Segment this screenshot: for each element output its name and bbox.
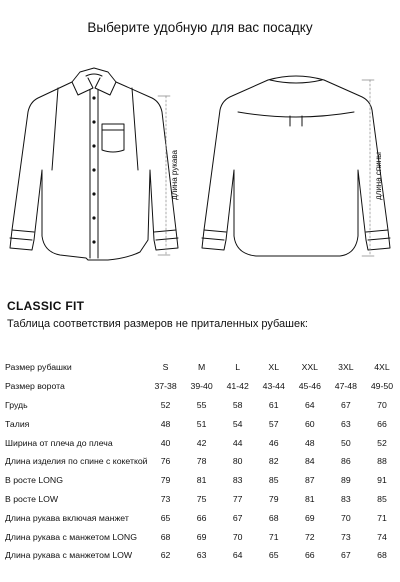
row-label: Грудь <box>5 399 28 410</box>
table-cell: 82 <box>268 456 279 467</box>
table-cell: 68 <box>268 512 279 523</box>
table-cell: 76 <box>160 456 171 467</box>
table-row <box>0 433 400 452</box>
row-label: Длина рукава включая манжет <box>5 512 129 523</box>
front-length-label: длина рукава <box>170 150 179 200</box>
shirt-illustration <box>0 50 400 280</box>
table-cell: 85 <box>268 475 279 486</box>
row-label: Талия <box>5 418 30 429</box>
page-title: Выберите удобную для вас посадку <box>87 20 313 35</box>
front-buttons <box>92 96 95 243</box>
table-cell: 61 <box>268 399 279 410</box>
table-cell: 48 <box>160 418 171 429</box>
shirt-diagram <box>0 50 400 280</box>
table-cell: 63 <box>341 418 351 429</box>
table-cell: 87 <box>304 475 315 486</box>
row-label: В росте LOW <box>5 493 59 504</box>
size-table-header-label: Размер рубашки <box>5 362 72 373</box>
table-cell: 39-40 <box>190 381 213 392</box>
size-column-header: L <box>235 362 241 373</box>
table-cell: 81 <box>196 475 207 486</box>
table-cell: 44 <box>232 437 243 448</box>
table-cell: 54 <box>232 418 243 429</box>
table-cell: 46 <box>268 437 279 448</box>
table-cell: 57 <box>268 418 279 429</box>
table-cell: 71 <box>268 531 279 542</box>
table-cell: 71 <box>377 512 387 523</box>
table-cell: 69 <box>304 512 315 523</box>
table-cell: 74 <box>377 531 387 542</box>
size-column-header: S <box>162 362 169 373</box>
fit-title: CLASSIC FIT <box>7 299 85 313</box>
row-label: Длина изделия по спине с кокеткой <box>5 456 148 467</box>
table-cell: 62 <box>160 550 171 561</box>
table-cell: 47-48 <box>334 381 357 392</box>
table-cell: 77 <box>232 493 243 504</box>
table-cell: 70 <box>377 399 387 410</box>
row-label: В росте LONG <box>5 475 63 486</box>
table-cell: 42 <box>196 437 207 448</box>
table-row <box>0 471 400 490</box>
table-cell: 37-38 <box>154 381 177 392</box>
back-length-dimension <box>362 80 374 256</box>
table-cell: 73 <box>341 531 351 542</box>
size-table-body <box>0 377 400 565</box>
table-cell: 41-42 <box>226 381 249 392</box>
table-cell: 67 <box>341 550 351 561</box>
table-cell: 64 <box>304 399 315 410</box>
table-cell: 60 <box>304 418 315 429</box>
table-cell: 52 <box>160 399 171 410</box>
table-row <box>0 527 400 546</box>
table-cell: 79 <box>160 475 171 486</box>
row-label: Длина рукава с манжетом LOW <box>5 550 133 561</box>
table-cell: 68 <box>377 550 387 561</box>
size-table-header-row <box>0 358 400 377</box>
table-cell: 70 <box>232 531 243 542</box>
table-cell: 80 <box>232 456 243 467</box>
table-cell: 50 <box>341 437 351 448</box>
back-shirt <box>202 76 390 256</box>
table-cell: 58 <box>232 399 243 410</box>
size-column-header: XL <box>268 362 280 373</box>
table-cell: 43-44 <box>262 381 285 392</box>
table-row <box>0 546 400 565</box>
table-cell: 91 <box>377 475 387 486</box>
table-cell: 45-46 <box>298 381 321 392</box>
table-cell: 89 <box>341 475 351 486</box>
table-cell: 83 <box>232 475 243 486</box>
size-column-header: 4XL <box>374 362 390 373</box>
table-cell: 49-50 <box>370 381 394 392</box>
table-cell: 66 <box>304 550 315 561</box>
back-length-label: длина спины <box>374 152 383 200</box>
table-cell: 48 <box>304 437 315 448</box>
table-cell: 88 <box>377 456 387 467</box>
size-column-header: 3XL <box>338 362 354 373</box>
table-cell: 66 <box>377 418 387 429</box>
table-cell: 84 <box>304 456 315 467</box>
table-cell: 81 <box>304 493 315 504</box>
table-cell: 86 <box>341 456 351 467</box>
table-cell: 68 <box>160 531 171 542</box>
table-row <box>0 414 400 433</box>
table-cell: 64 <box>232 550 243 561</box>
size-column-header: XXL <box>301 362 319 373</box>
size-column-header: M <box>198 362 206 373</box>
table-row <box>0 508 400 527</box>
table-cell: 67 <box>232 512 243 523</box>
table-row <box>0 377 400 396</box>
row-label: Длина рукава с манжетом LONG <box>5 531 137 542</box>
table-cell: 52 <box>377 437 387 448</box>
fit-subtitle: Таблица соответствия размеров не приталенных рубашек: <box>7 318 308 330</box>
table-row <box>0 490 400 509</box>
table-cell: 55 <box>196 399 207 410</box>
table-cell: 72 <box>304 531 315 542</box>
table-row <box>0 452 400 471</box>
table-cell: 67 <box>341 399 351 410</box>
row-label: Размер ворота <box>5 381 65 392</box>
table-cell: 75 <box>196 493 207 504</box>
table-row <box>0 396 400 415</box>
table-cell: 83 <box>341 493 351 504</box>
table-cell: 78 <box>196 456 207 467</box>
size-table <box>0 358 400 565</box>
row-label: Ширина от плеча до плеча <box>5 437 113 448</box>
table-cell: 79 <box>268 493 279 504</box>
table-cell: 63 <box>196 550 207 561</box>
table-cell: 51 <box>196 418 207 429</box>
table-cell: 40 <box>160 437 171 448</box>
table-cell: 73 <box>160 493 171 504</box>
table-cell: 65 <box>160 512 171 523</box>
table-cell: 65 <box>268 550 279 561</box>
table-cell: 70 <box>341 512 351 523</box>
table-cell: 66 <box>196 512 207 523</box>
table-cell: 69 <box>196 531 207 542</box>
table-cell: 85 <box>377 493 387 504</box>
